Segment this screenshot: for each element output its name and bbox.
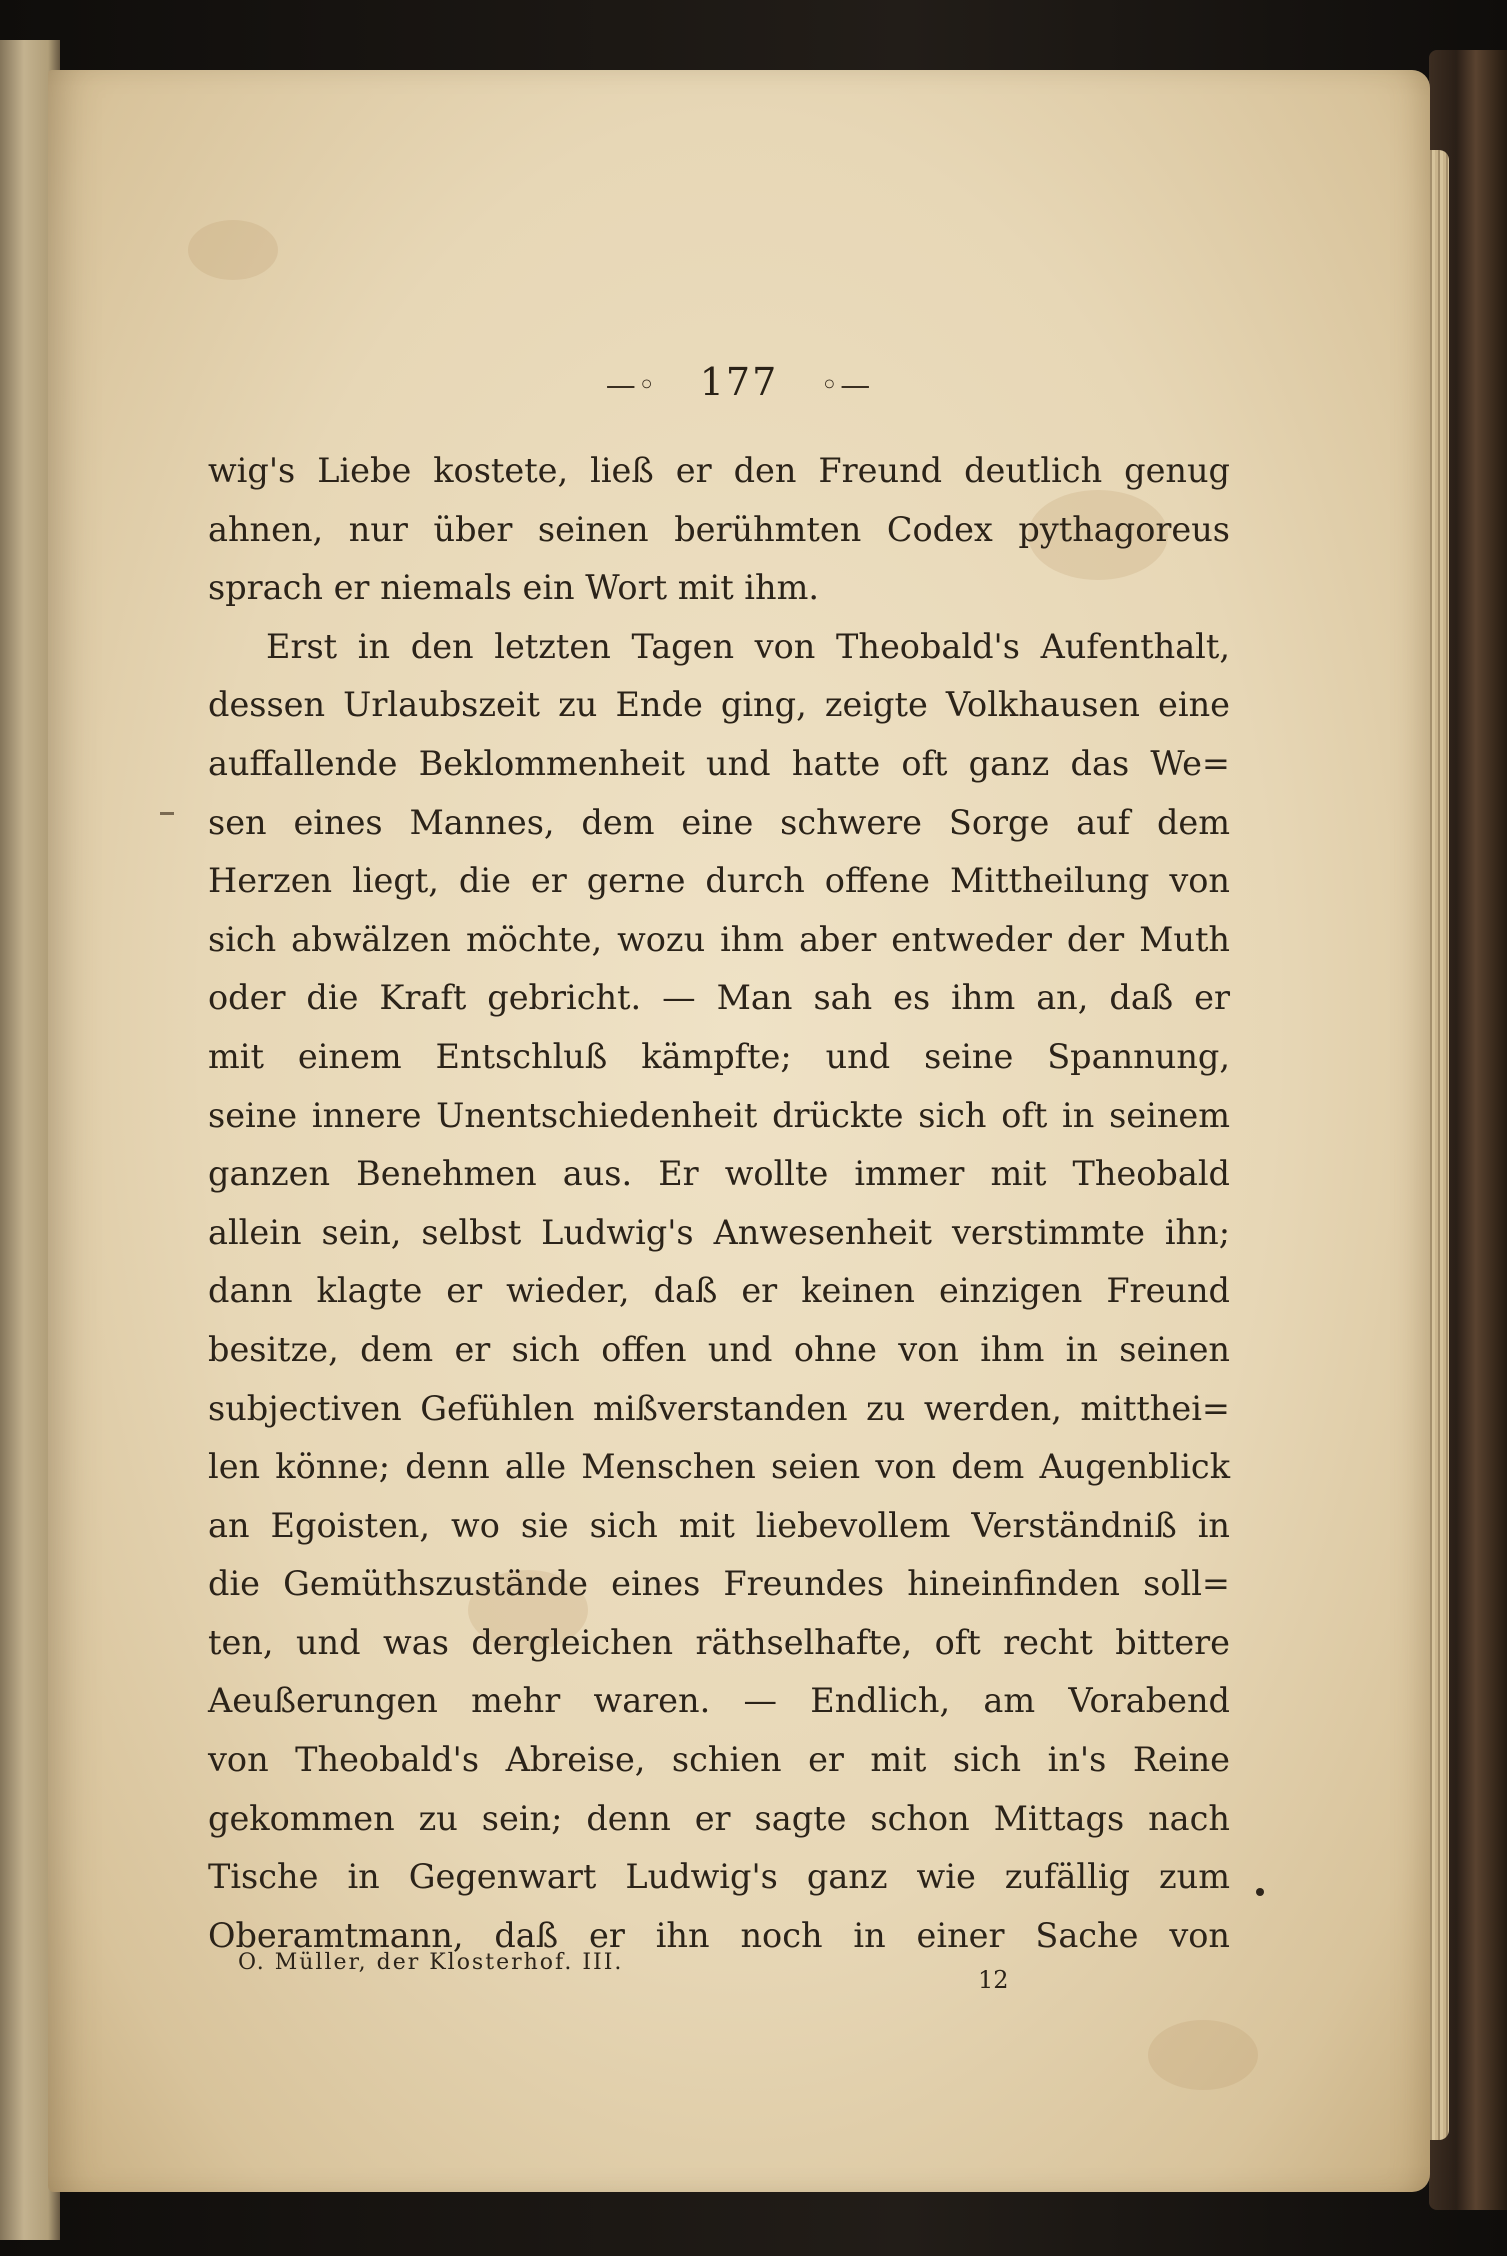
book-page — [48, 70, 1430, 2192]
running-header — [48, 360, 1430, 404]
text-line: von Theobald's Abreise, schien er mit sich in's Reine — [208, 1740, 1230, 1780]
text-line: sen eines Mannes, dem eine schwere Sorge auf dem — [208, 802, 1230, 842]
signature-mark: O. Müller, der Klosterhof. III. — [238, 1950, 624, 1975]
text-line: gekommen zu sein; denn er sagte schon Mittags nach — [208, 1798, 1230, 1838]
text-line: len könne; denn alle Menschen seien von dem Augenblick — [208, 1447, 1230, 1487]
ink-dot — [1256, 1888, 1264, 1896]
sheet-number: 12 — [978, 1966, 1009, 1994]
page-number: 177 — [699, 360, 779, 404]
text-line: sprach er niemals ein Wort mit ihm. — [208, 568, 820, 608]
text-line: ten, und was dergleichen räthselhafte, oft recht bittere — [208, 1622, 1230, 1662]
text-line: ahnen, nur über seinen berühmten Codex pythagoreus — [208, 509, 1230, 549]
text-line: subjectiven Gefühlen mißverstanden zu werden, mitthei= — [208, 1388, 1230, 1428]
text-line: mit einem Entschluß kämpfte; und seine Spannung, — [208, 1036, 1230, 1076]
text-line: Erst in den letzten Tagen von Theobald's Aufenthalt, — [266, 626, 1230, 666]
text-line: seine innere Unentschiedenheit drückte sich oft in seinem — [208, 1095, 1230, 1135]
text-line: dessen Urlaubszeit zu Ende ging, zeigte Volkhausen eine — [208, 685, 1230, 725]
text-line: die Gemüthszustände eines Freundes hineinfinden soll= — [208, 1564, 1230, 1604]
text-line: Herzen liegt, die er gerne durch offene Mittheilung von — [208, 861, 1230, 901]
text-line: an Egoisten, wo sie sich mit liebevollem Verständniß in — [208, 1505, 1230, 1545]
text-line: sich abwälzen möchte, wozu ihm aber entweder der Muth — [208, 919, 1230, 959]
text-line: ganzen Benehmen aus. Er wollte immer mit Theobald — [208, 1154, 1230, 1194]
paper-stain — [188, 220, 278, 280]
text-line: Tische in Gegenwart Ludwig's ganz wie zufällig zum — [208, 1857, 1230, 1897]
text-line: Oberamtmann, daß er ihn noch in einer Sache von — [208, 1915, 1230, 1955]
text-line: allein sein, selbst Ludwig's Anwesenheit verstimmte ihn; — [208, 1212, 1230, 1252]
margin-mark — [160, 812, 174, 815]
text-line: auffallende Beklommenheit und hatte oft ganz das We= — [208, 743, 1230, 783]
text-line: wig's Liebe kostete, ließ er den Freund deutlich genug — [208, 451, 1230, 490]
paper-stain — [1148, 2020, 1258, 2090]
text-line: oder die Kraft gebricht. — Man sah es ihm an, daß er — [208, 978, 1230, 1018]
text-line: besitze, dem er sich offen und ohne von ihm in seinen — [208, 1329, 1230, 1369]
header-ornament-left: —◦ — [605, 368, 658, 403]
header-ornament-right: ◦— — [820, 368, 873, 403]
text-line: dann klagte er wieder, daß er keinen einzigen Freund — [208, 1271, 1230, 1311]
text-line: Aeußerungen mehr waren. — Endlich, am Vorabend — [208, 1681, 1230, 1721]
body-text — [208, 442, 1230, 1965]
